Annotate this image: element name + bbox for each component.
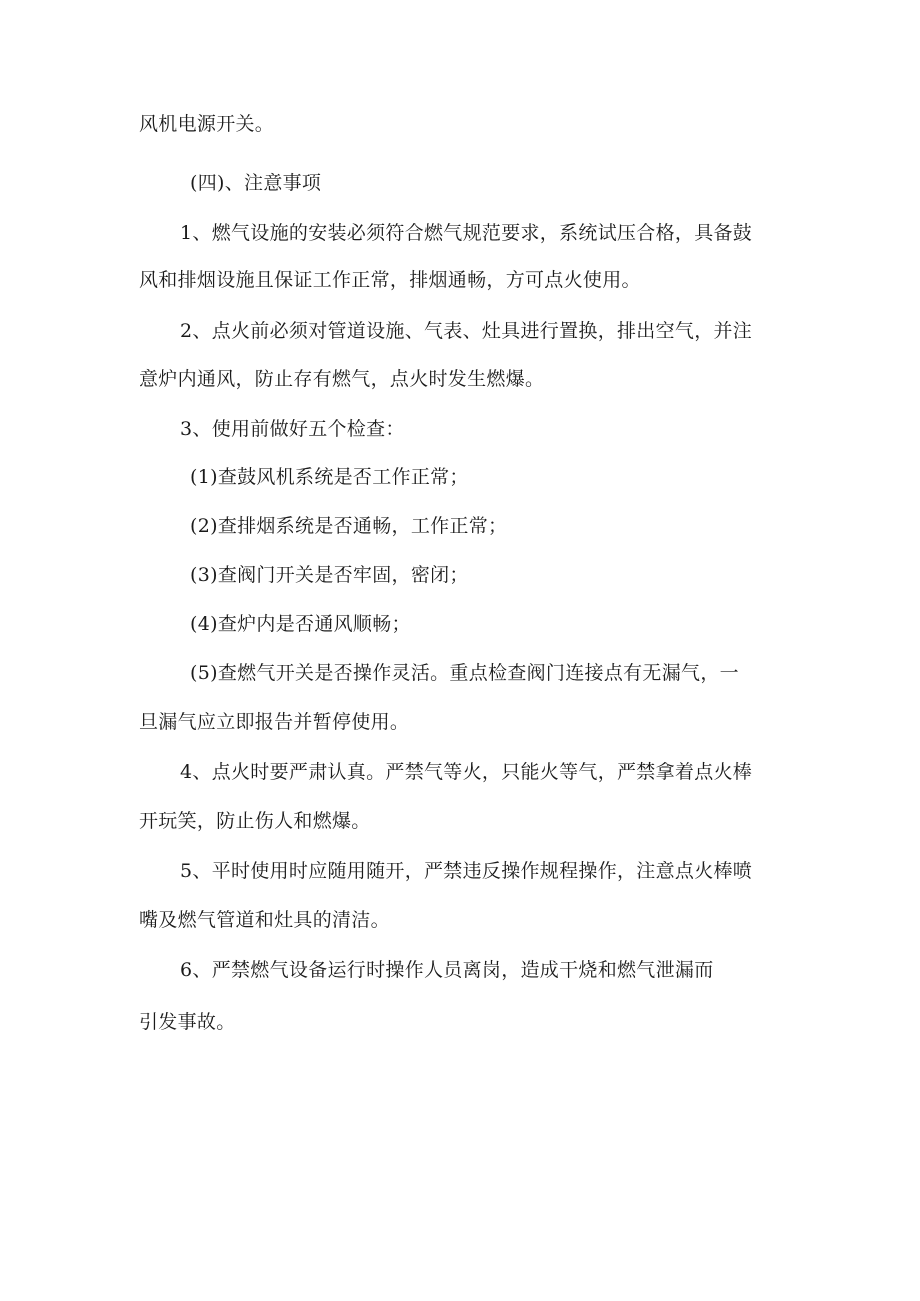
text-line: 意炉内通风，防止存有燃气，点火时发生燃爆。	[139, 368, 545, 390]
text-line: 6、严禁燃气设备运行时操作人员离岗，造成干烧和燃气泄漏而	[180, 959, 714, 981]
list-item: (2)查排烟系统是否通畅，工作正常；	[190, 515, 508, 537]
text-line: 3、使用前做好五个检查：	[180, 418, 405, 440]
list-item: (5)查燃气开关是否操作灵活。重点检查阀门连接点有无漏气，一	[190, 662, 739, 684]
text-line: 2、点火前必须对管道设施、气表、灶具进行置换，排出空气，并注	[180, 320, 753, 342]
list-item: (4)查炉内是否通风顺畅；	[190, 613, 411, 635]
text-line: 风机电源开关。	[139, 113, 275, 135]
text-line: 1、燃气设施的安装必须符合燃气规范要求，系统试压合格，具备鼓	[180, 222, 753, 244]
text-line: 引发事故。	[139, 1011, 236, 1033]
text-line: 嘴及燃气管道和灶具的清洁。	[139, 909, 390, 931]
text-line: 风和排烟设施且保证工作正常，排烟通畅，方可点火使用。	[139, 269, 641, 291]
section-heading: (四)、注意事项	[190, 172, 322, 194]
text-line: 开玩笑，防止伤人和燃爆。	[139, 810, 371, 832]
list-item: (1)查鼓风机系统是否工作正常；	[190, 466, 469, 488]
list-item: (3)查阀门开关是否牢固，密闭；	[190, 564, 469, 586]
text-line: 5、平时使用时应随用随开，严禁违反操作规程操作，注意点火棒喷	[180, 860, 753, 882]
text-line: 旦漏气应立即报告并暂停使用。	[139, 711, 410, 733]
text-line: 4、点火时要严肃认真。严禁气等火，只能火等气，严禁拿着点火棒	[180, 761, 753, 783]
